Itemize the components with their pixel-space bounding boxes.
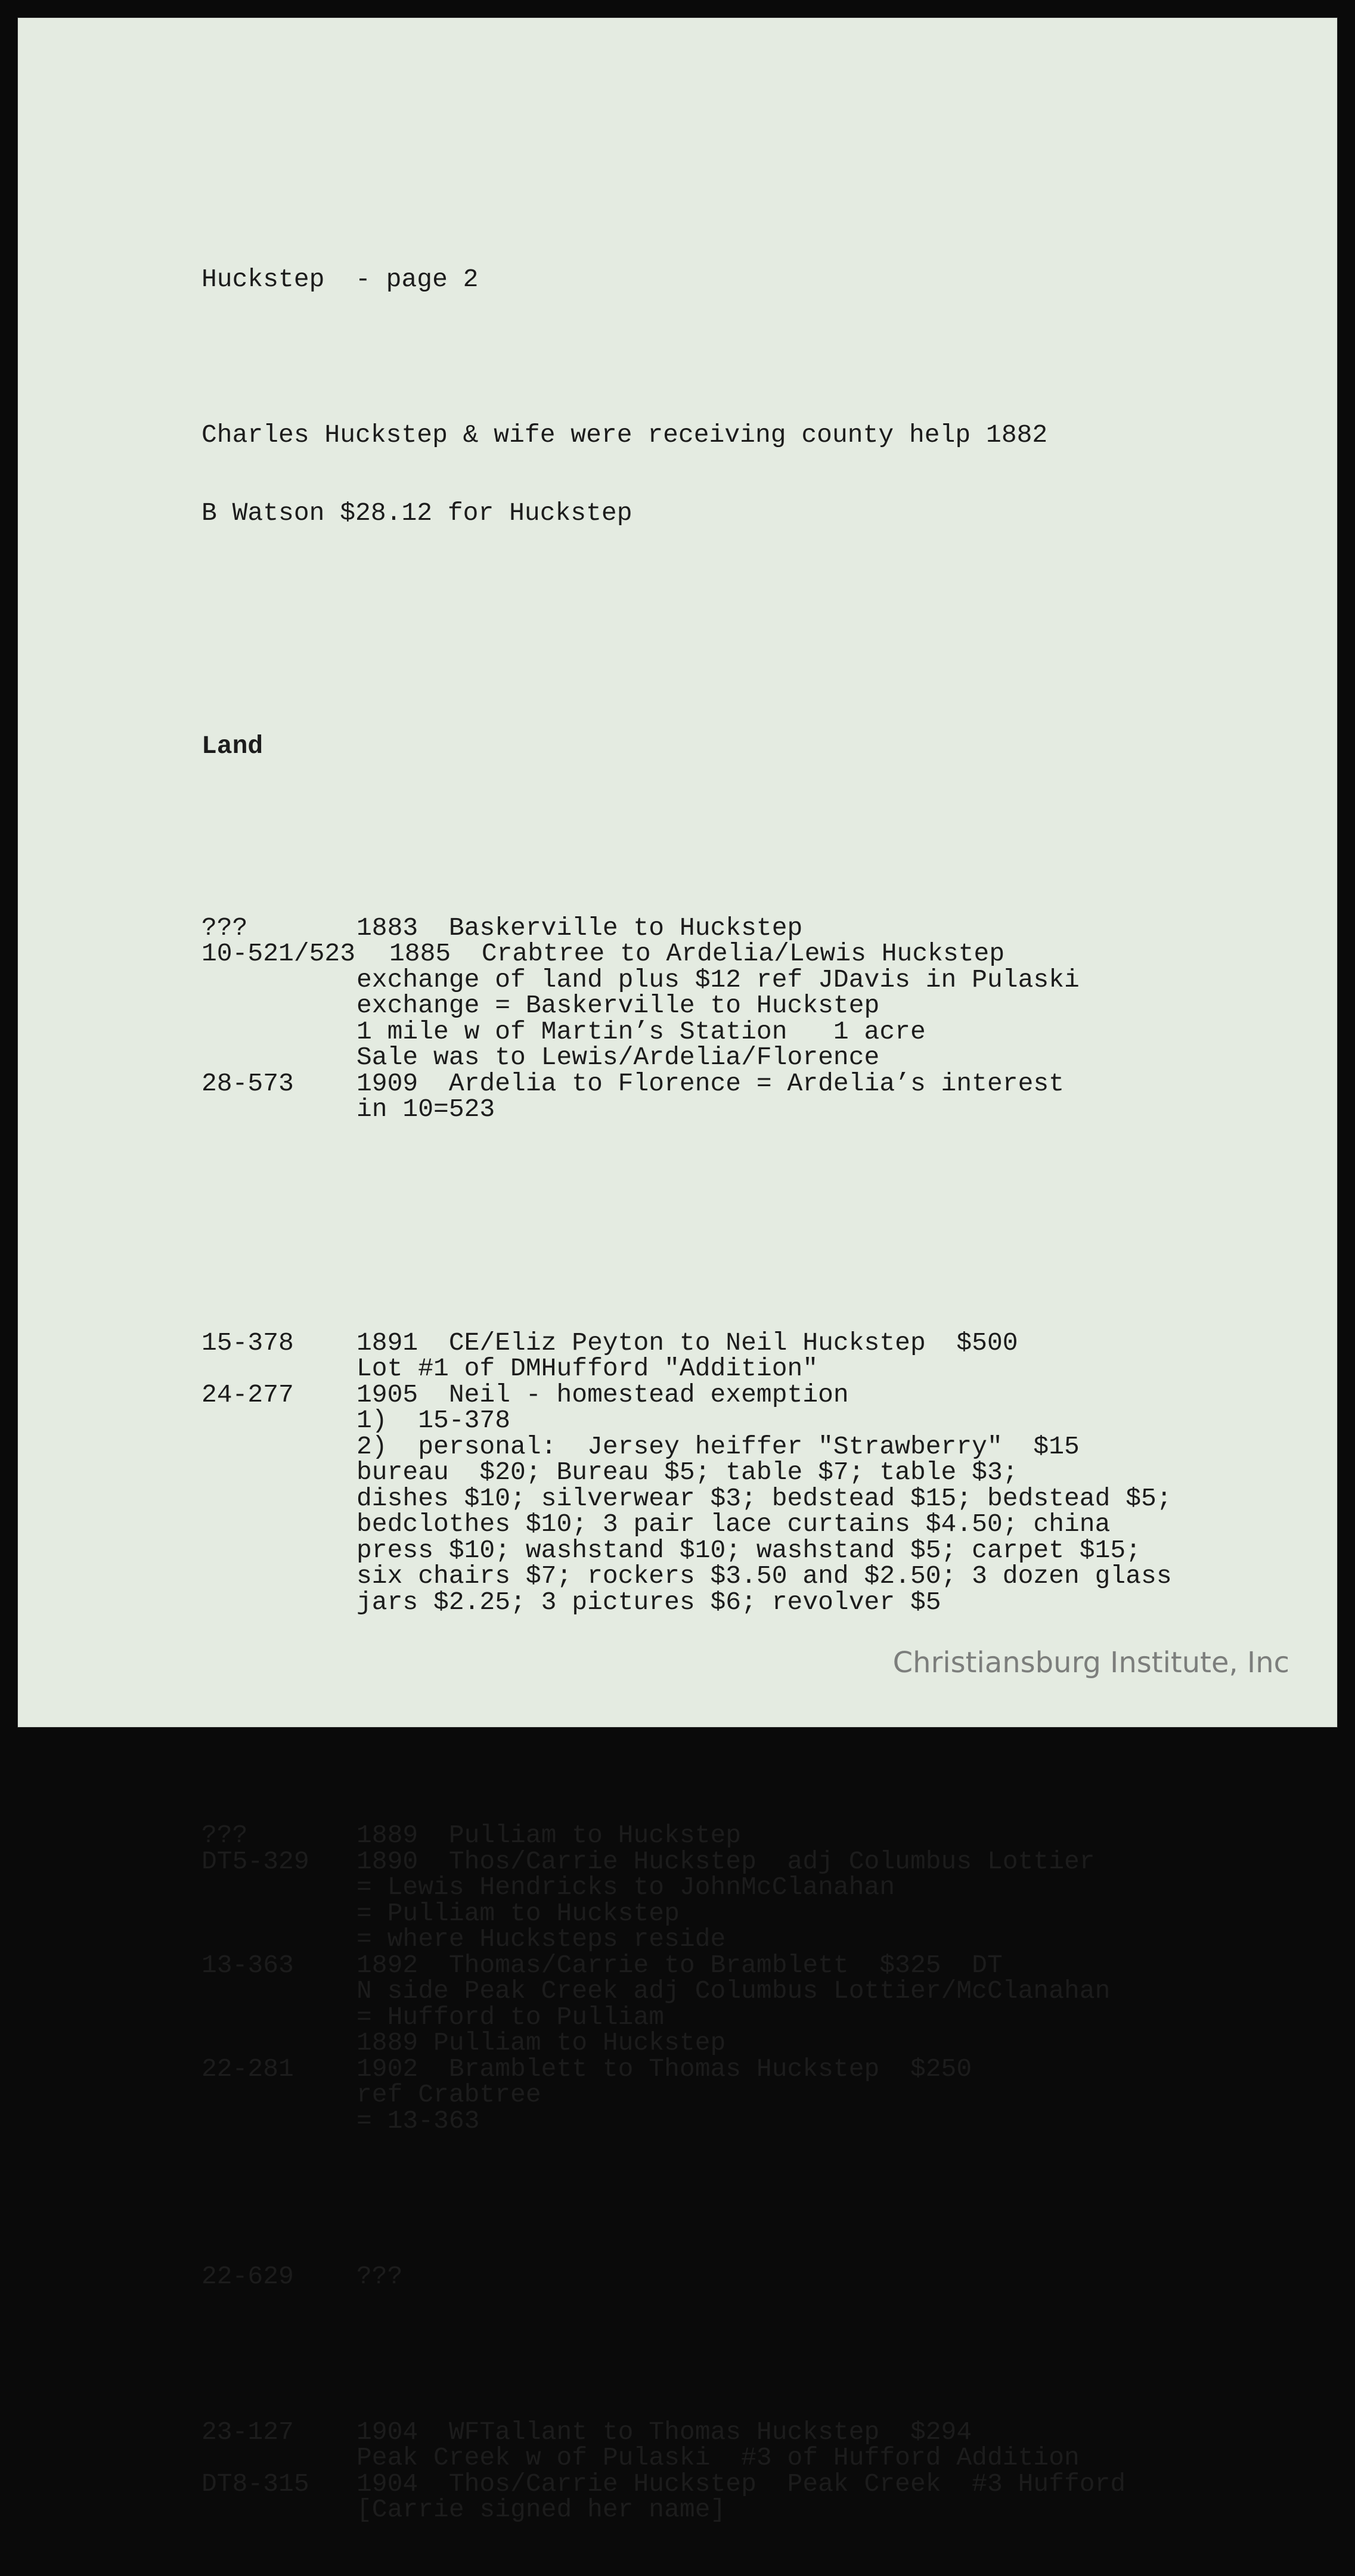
entry-text: 1889 Pulliam to Huckstep	[356, 2028, 726, 2057]
entry-text: 1891 CE/Eliz Peyton to Neil Huckstep $500	[356, 1328, 1018, 1357]
entry-text: [Carrie signed her name]	[356, 2495, 726, 2524]
land-group-4	[201, 2261, 1172, 2291]
land-entry-row	[201, 1068, 1172, 1098]
entry-text: bedclothes $10; 3 pair lace curtains $4.50; china	[356, 1509, 1111, 1539]
intro-line-2: B Watson $28.12 for Huckstep	[201, 498, 632, 528]
land-group-2	[201, 1330, 1172, 1616]
entry-text: bureau $20; Bureau $5; table $7; table $3;	[356, 1458, 1018, 1487]
deed-reference	[201, 1511, 356, 1537]
land-entry-row	[201, 1016, 1172, 1046]
deed-reference: 28-573	[201, 1068, 294, 1098]
deed-reference: 13-363	[201, 1950, 294, 1980]
land-entry-row	[201, 2004, 1172, 2031]
land-entry-row	[201, 1459, 1172, 1486]
land-entry-row	[201, 1511, 1172, 1537]
deed-reference	[201, 1901, 356, 1927]
entry-text: Lot #1 of DMHufford "Addition"	[356, 1354, 818, 1383]
deed-reference	[201, 1459, 356, 1486]
land-group-3	[201, 1822, 1172, 2134]
entry-text: jars $2.25; 3 pictures $6; revolver $5	[356, 1587, 941, 1617]
deed-reference: 23-127	[201, 2417, 294, 2447]
deed-reference: 24-277	[201, 1380, 294, 1409]
entry-text: = Lewis Hendricks to JohnMcClanahan	[356, 1873, 895, 1902]
land-entry-row	[201, 915, 1172, 941]
deed-reference	[201, 1589, 356, 1616]
land-entry-row	[201, 993, 1172, 1019]
land-entry-row	[201, 1408, 1172, 1434]
deed-reference	[201, 1408, 356, 1434]
deed-reference	[201, 2497, 356, 2523]
deed-reference	[201, 967, 356, 993]
deed-reference: DT5-329	[201, 1846, 309, 1876]
land-entry-row	[201, 2082, 1172, 2108]
deed-reference: ???	[201, 913, 248, 943]
deed-reference	[201, 2108, 356, 2134]
deed-reference: 22-281	[201, 2054, 294, 2084]
entry-text: Peak Creek w of Pulaski #3 of Hufford Addition	[356, 2443, 1080, 2472]
deed-reference: 10-521/523	[201, 939, 356, 968]
document-page	[18, 18, 1337, 2524]
land-entry-row	[201, 1822, 1172, 1849]
entry-text: 2) personal: Jersey heiffer "Strawberry" $15	[356, 1431, 1080, 1461]
entry-text: 1890 Thos/Carrie Huckstep adj Columbus Lottier	[356, 1846, 1095, 1876]
land-group-5	[201, 2419, 1172, 2523]
section-heading-land: Land	[201, 731, 263, 761]
land-entry-row	[201, 2030, 1172, 2056]
entry-text: = 13-363	[356, 2106, 480, 2135]
land-entry-row	[201, 1898, 1172, 1928]
land-entry-row	[201, 1926, 1172, 1952]
deed-reference	[201, 1434, 356, 1460]
entry-text: = Hufford to Pulliam	[356, 2002, 665, 2032]
deed-reference	[201, 2445, 356, 2471]
typed-document	[201, 215, 1172, 2575]
entry-text: 1904 WFTallant to Thomas Huckstep $294	[356, 2417, 972, 2447]
land-entry-row	[201, 1978, 1172, 2004]
deed-reference	[201, 1874, 356, 1901]
land-entry-row	[201, 967, 1172, 993]
watermark: Christiansburg Institute, Inc	[892, 1646, 1289, 1679]
deed-reference	[201, 1019, 356, 1045]
land-entry-row	[201, 1382, 1172, 1408]
deed-reference	[201, 2004, 356, 2031]
land-entry-row	[201, 1846, 1172, 1876]
land-entry-row	[201, 1952, 1172, 1979]
land-entry-row	[201, 1537, 1172, 1564]
intro-line-1: Charles Huckstep & wife were receiving county help 1882	[201, 420, 1048, 450]
deed-reference	[201, 1926, 356, 1952]
deed-reference	[201, 2082, 356, 2108]
deed-reference: 15-378	[201, 1328, 294, 1357]
deed-reference	[201, 1486, 356, 1512]
entry-text: six chairs $7; rockers $3.50 and $2.50; 3 dozen glass	[356, 1561, 1172, 1591]
deed-reference	[201, 1978, 356, 2004]
deed-reference	[201, 1563, 356, 1589]
land-entry-row	[201, 1330, 1172, 1356]
deed-reference: 22-629	[201, 2261, 294, 2291]
land-entry-row	[201, 2471, 1172, 2497]
land-entry-row	[201, 941, 1172, 967]
deed-reference	[201, 1537, 356, 1564]
entry-text: 1904 Thos/Carrie Huckstep Peak Creek #3 Hufford	[356, 2469, 1126, 2498]
land-entry-row	[201, 2108, 1172, 2134]
land-entry-row	[201, 1431, 1172, 1461]
entry-text: 1883 Baskerville to Huckstep	[356, 913, 803, 943]
entry-text: 1889 Pulliam to Huckstep	[356, 1821, 742, 1850]
entry-text: 1 mile w of Martin’s Station 1 acre	[356, 1016, 926, 1046]
land-entry-row	[201, 2445, 1172, 2471]
deed-reference: ???	[201, 1821, 248, 1850]
entry-text: Sale was to Lewis/Ardelia/Florence	[356, 1043, 880, 1072]
entry-text: dishes $10; silverwear $3; bedstead $15; bedstead $5;	[356, 1483, 1172, 1513]
entry-text: N side Peak Creek adj Columbus Lottier/McClanahan	[356, 1976, 1111, 2005]
deed-reference	[201, 1356, 356, 1382]
deed-reference: DT8-315	[201, 2469, 309, 2498]
land-group-1	[201, 915, 1172, 1123]
entry-text: 1) 15-378	[356, 1406, 511, 1435]
land-entry-row	[201, 1483, 1172, 1513]
deed-reference	[201, 993, 356, 1019]
entry-text: 1909 Ardelia to Florence = Ardelia’s interest	[356, 1068, 1064, 1098]
entry-text: = Pulliam to Huckstep	[356, 1898, 680, 1928]
page-title: Huckstep - page 2	[201, 265, 479, 294]
land-entry-row	[201, 1874, 1172, 1901]
entry-text: press $10; washstand $10; washstand $5; carpet $15;	[356, 1535, 1142, 1565]
deed-reference	[201, 1044, 356, 1071]
land-entry-row	[201, 1356, 1172, 1382]
land-entry-row	[201, 1563, 1172, 1589]
land-entry-row	[201, 1096, 1172, 1123]
entry-text: 1885 Crabtree to Ardelia/Lewis Huckstep	[389, 939, 1005, 968]
deed-reference	[201, 1096, 356, 1123]
entry-text: = where Hucksteps reside	[356, 1924, 726, 1954]
deed-reference	[201, 2030, 356, 2056]
land-entry-row	[201, 2419, 1172, 2445]
entry-text: 1905 Neil - homestead exemption	[356, 1380, 849, 1409]
entry-text: ref Crabtree	[356, 2080, 541, 2109]
entry-text: in 10=523	[356, 1095, 495, 1124]
land-entry-row	[201, 2497, 1172, 2523]
entry-text: 1902 Bramblett to Thomas Huckstep $250	[356, 2054, 972, 2084]
land-entry-row	[201, 1044, 1172, 1071]
entry-text: ???	[356, 2261, 403, 2291]
entry-text: exchange of land plus $12 ref JDavis in Pulaski	[356, 965, 1080, 994]
land-entry-row	[201, 1589, 1172, 1616]
entry-text: exchange = Baskerville to Huckstep	[356, 991, 880, 1020]
entry-text: 1892 Thomas/Carrie to Bramblett $325 DT	[356, 1950, 1003, 1980]
land-entry-row	[201, 2261, 1172, 2291]
land-entry-row	[201, 2056, 1172, 2082]
